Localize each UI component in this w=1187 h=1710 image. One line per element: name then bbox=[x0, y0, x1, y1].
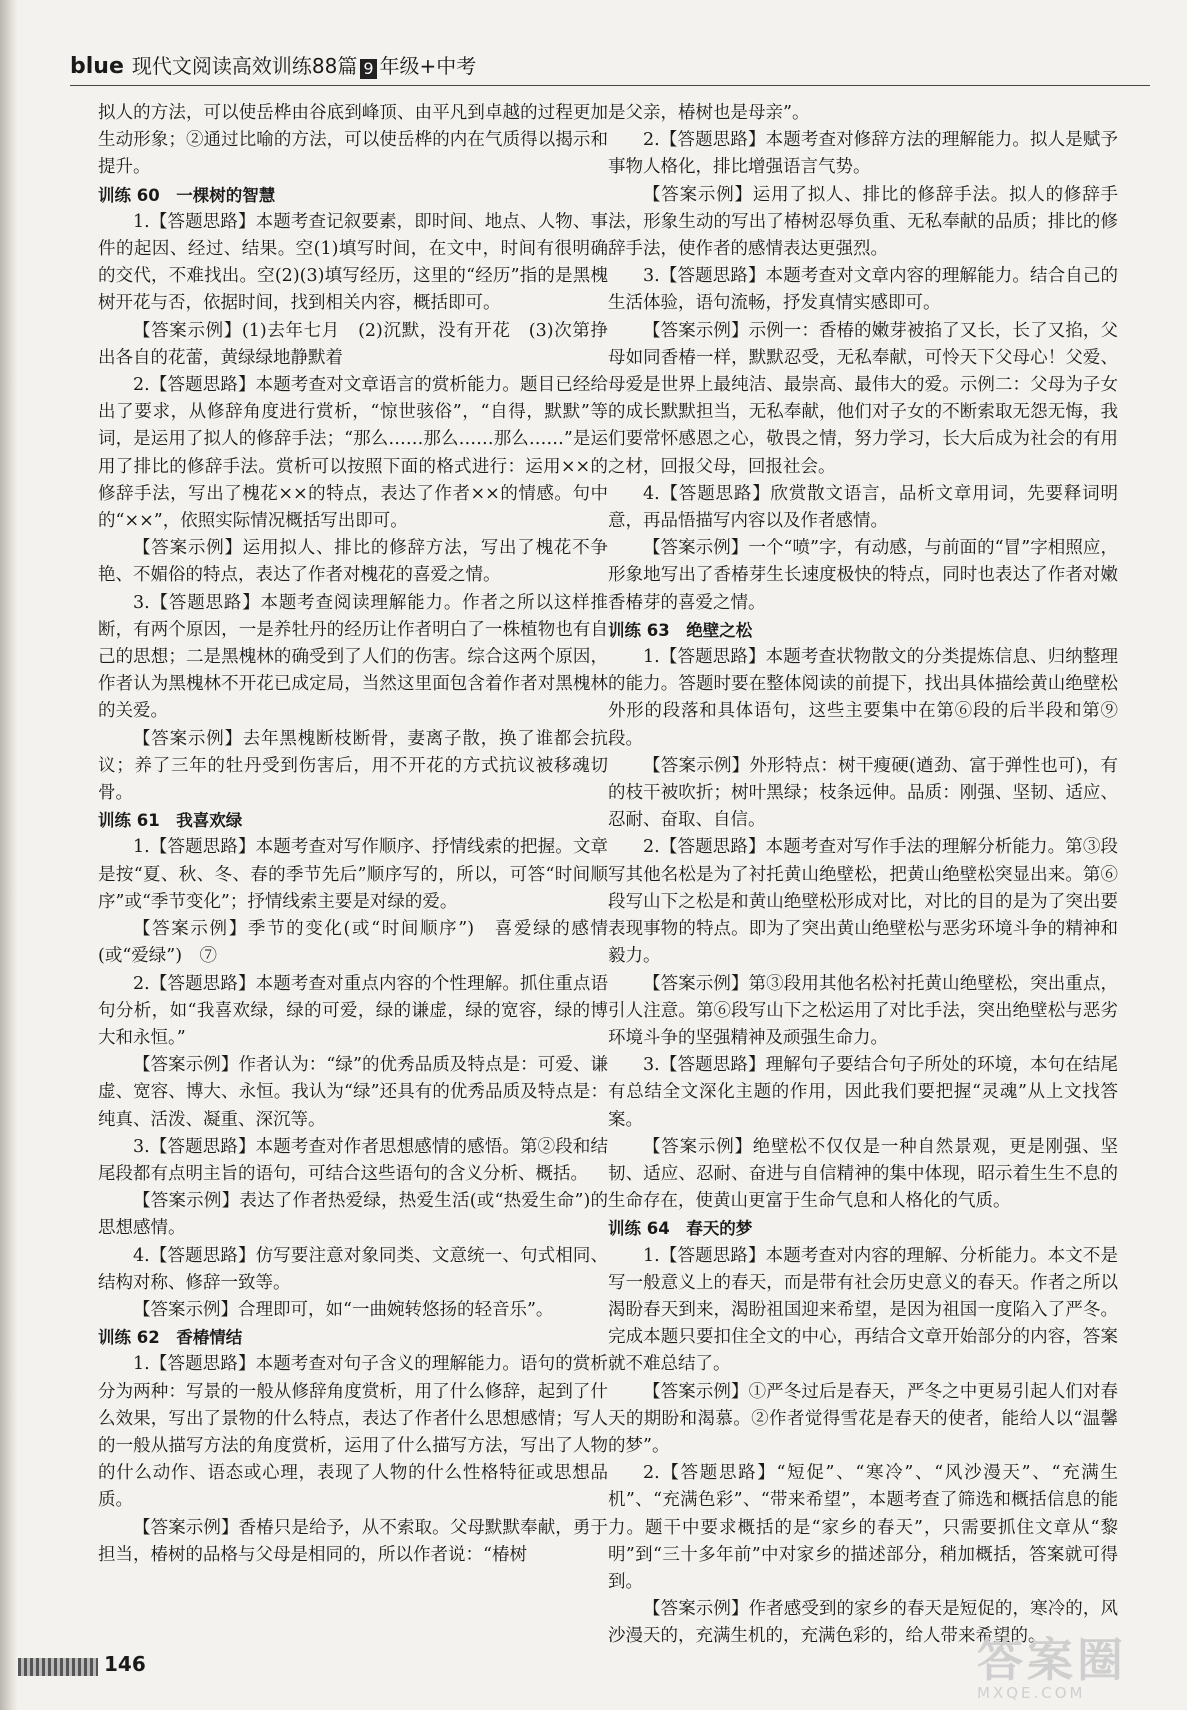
watermark-url: MXQE.COM bbox=[977, 1684, 1086, 1702]
section-heading: 训练 64 春天的梦 bbox=[608, 1219, 753, 1239]
paragraph: 3.【答题思路】理解句子要结合句子所处的环境，本句在结尾有总结全文深化主题的作用，因此我们要把握“灵魂”从上文找答案。 bbox=[608, 1055, 1118, 1130]
paragraph: 【答案示例】①严冬过后是春天，严冬之中更易引起人们对春天的期盼和渴慕。②作者觉得雪花是春天的使者，能给人以“温馨的梦”。 bbox=[608, 1381, 1118, 1456]
paragraph: 【答案示例】外形特点：树干瘦硬(遒劲、富于弹性也可)，有的枝干被吹折；树叶黑绿；枝条远伸。品质：刚强、坚韧、适应、忍耐、奋取、自信。 bbox=[608, 755, 1118, 831]
page-number: 146 bbox=[104, 1652, 146, 1676]
watermark-logo bbox=[977, 1633, 1157, 1706]
paragraph: 【答案示例】(1)去年七月 (2)沉默，没有开花 (3)次第挣出各自的花蕾，黄绿绿地静默着 bbox=[98, 320, 608, 368]
paragraph: 2.【答题思路】本题考查对文章语言的赏析能力。题目已经给出了要求，从修辞角度进行赏析，“惊世骇俗”，“自得，默默”等词，是运用了拟人的修辞手法；“那么……那么……那么……”是运用了排比的修辞手法。赏析可以按照下面的格式进行：运用××的修辞手法，写出了槐花××的特点，表达了作者××的情感。句中的“××”，依照实际情况概括写出即可。 bbox=[98, 375, 608, 532]
paragraph: 4.【答题思路】欣赏散文语言，品析文章用词，先要释词明意，再品悟描写内容以及作者感情。 bbox=[608, 483, 1118, 532]
paragraph: 是父亲，椿树也是母亲”。 bbox=[608, 103, 810, 123]
paragraph: 3.【答题思路】本题考查对文章内容的理解能力。结合自己的生活体验，语句流畅，抒发真情实感即可。 bbox=[608, 266, 1118, 314]
paragraph: 1.【答题思路】本题考查对写作顺序、抒情线索的把握。文章是按“夏、秋、冬、春的季节先后”顺序写的，所以，可答“时间顺序”或“季节变化”；抒情线索主要是对绿的爱。 bbox=[98, 837, 608, 912]
paragraph: 【答案示例】作者认为：“绿”的优秀品质及特点是：可爱、谦虚、宽容、博大、永恒。我认为“绿”还具有的优秀品质及特点是：纯真、活泼、凝重、深沉等。 bbox=[98, 1055, 608, 1130]
paragraph: 1.【答题思路】本题考查对句子含义的理解能力。语句的赏析分为两种：写景的一般从修辞角度赏析，用了什么修辞，起到了什么效果，写出了景物的什么特点，表达了作者什么思想感情；写人的一般从描写方法的角度赏析，运用了什么描写方法，写出了人物的什么动作、语态或心理，表现了人物的什么性格特征或思想品质。 bbox=[98, 1354, 608, 1511]
section-heading: 训练 61 我喜欢绿 bbox=[98, 811, 243, 831]
paragraph: 【答案示例】一个“喷”字，有动感，与前面的“冒”字相照应，形象地写出了香椿芽生长速度极快的特点，同时也表达了作者对嫩香椿芽的喜爱之情。 bbox=[608, 538, 1118, 613]
left-column bbox=[98, 100, 608, 1569]
paragraph: 2.【答题思路】本题考查对修辞方法的理解能力。拟人是赋予事物人格化，排比增强语言气势。 bbox=[608, 130, 1118, 178]
paragraph: 3.【答题思路】本题考查阅读理解能力。作者之所以这样推断，有两个原因，一是养牡丹的经历让作者明白了一株植物也有自己的思想；二是黑槐林的确受到了人们的伤害。综合这两个原因，作者认为黑槐林不开花已成定局，当然这里面包含着作者对黑槐林的关爱。 bbox=[98, 592, 608, 722]
section-heading: 训练 60 一棵树的智慧 bbox=[98, 185, 276, 205]
paragraph: 4.【答题思路】仿写要注意对象同类、文意统一、句式相同、结构对称、修辞一致等。 bbox=[98, 1245, 608, 1293]
paragraph: 2.【答题思路】本题考查对重点内容的个性理解。抓住重点语句分析，如“我喜欢绿，绿的可爱，绿的谦虚，绿的宽容，绿的博大和永恒。” bbox=[98, 973, 608, 1048]
watermark-main: 答案圈 bbox=[977, 1633, 1127, 1687]
paragraph: 【答案示例】作者感受到的家乡的春天是短促的，寒冷的，风沙漫天的，充满生机的，充满色彩的，给人带来希望的。 bbox=[608, 1599, 1118, 1647]
paragraph: 2.【答题思路】本题考查对写作手法的理解分析能力。第③段写其他名松是为了衬托黄山绝壁松，把黄山绝壁松突显出来。第⑥段写山下之松是和黄山绝壁松形成对比，对比的目的是为了突出要表现事物的特点。即为了突出黄山绝壁松与恶劣环境斗争的精神和毅力。 bbox=[608, 837, 1118, 967]
paragraph: 【答案示例】合理即可，如“一曲婉转悠扬的轻音乐”。 bbox=[133, 1299, 554, 1320]
book-title: 现代文阅读高效训练88篇 bbox=[131, 54, 358, 78]
paragraph: 【答案示例】运用了拟人、排比的修辞手法。拟人的修辞手法，形象生动的写出了椿树忍辱负重、无私奉献的品质；排比的修辞手法，使作者的感情表达更强烈。 bbox=[608, 184, 1118, 260]
paragraph: 【答案示例】示例一：香椿的嫩芽被掐了又长，长了又掐，父母如同香椿一样，默默忍受，无私奉献，可怜天下父母心！父爱、母爱是世界上最纯洁、最崇高、最伟大的爱。示例二：父母为子女的成长默默担当，无私奉献，他们对子女的不断索取无怨无悔，我们要常怀感恩之心，敬畏之情，努力学习，长大后成为社会的有用之材，回报父母，回报社会。 bbox=[608, 320, 1118, 477]
book-subtitle: 年级+中考 bbox=[379, 54, 477, 78]
section-heading: 训练 63 绝壁之松 bbox=[608, 620, 753, 640]
paragraph: 2.【答题思路】“短促”、“寒冷”、“风沙漫天”、“充满生机”、“充满色彩”、“带来希望”，本题考查了筛选和概括信息的能力。题干中要求概括的是“家乡的春天”，只需要抓住文章从“黎明”到“三十多年前”中对家乡的描述部分，稍加概括，答案就可得到。 bbox=[608, 1463, 1118, 1592]
running-header bbox=[70, 40, 1150, 86]
paragraph: 【答案示例】去年黑槐断枝断骨，妻离子散，换了谁都会抗议；养了三年的牡丹受到伤害后，用不开花的方式抗议被移魂切骨。 bbox=[98, 728, 608, 804]
paragraph: 【答案示例】表达了作者热爱绿，热爱生活(或“热爱生命”)的思想感情。 bbox=[98, 1191, 608, 1239]
right-column bbox=[608, 100, 1118, 1651]
paragraph: 【答案示例】季节的变化(或“时间顺序”) 喜爱绿的感情(或“爱绿”) ⑦ bbox=[98, 919, 608, 967]
paragraph: 1.【答题思路】本题考查记叙要素，即时间、地点、人物、事件的起因、经过、结果。空(1)填写时间，在文中，时间有很明确的交代，不难找出。空(2)(3)填写经历，这里的“经历”指的是黑槐树开花与否，依据时间，找到相关内容，概括即可。 bbox=[98, 211, 608, 314]
paragraph: 【答案示例】运用拟人、排比的修辞方法，写出了槐花不争艳、不媚俗的特点，表达了作者对槐花的喜爱之情。 bbox=[98, 538, 608, 586]
paragraph: 【答案示例】香椿只是给予，从不索取。父母默默奉献，勇于担当，椿树的品格与父母是相同的，所以作者说：“椿树 bbox=[98, 1517, 608, 1565]
page-spine-shadow bbox=[0, 0, 18, 1710]
section-heading: 训练 62 香椿情结 bbox=[98, 1328, 243, 1348]
paragraph: 【答案示例】绝壁松不仅仅是一种自然景观，更是刚强、坚韧、适应、忍耐、奋进与自信精神的集中体现，昭示着生生不息的生命存在，使黄山更富于生命气息和人格化的气质。 bbox=[608, 1136, 1118, 1212]
brand-logo: blue bbox=[70, 54, 124, 79]
footer-decoration-bar bbox=[18, 1658, 98, 1676]
paragraph: 【答案示例】第③段用其他名松衬托黄山绝壁松，突出重点，引人注意。第⑥段写山下之松运用了对比手法，突出绝壁松与恶劣环境斗争的坚强精神及顽强生命力。 bbox=[608, 973, 1118, 1048]
paragraph: 拟人的方法，可以使岳桦由谷底到峰顶、由平凡到卓越的过程更加生动形象；②通过比喻的方法，可以使岳桦的内在气质得以揭示和提升。 bbox=[98, 103, 608, 178]
page-footer bbox=[0, 1633, 1187, 1702]
paragraph: 3.【答题思路】本题考查对作者思想感情的感悟。第②段和结尾段都有点明主旨的语句，可结合这些语句的含义分析、概括。 bbox=[98, 1136, 608, 1184]
paragraph: 1.【答题思路】本题考查状物散文的分类提炼信息、归纳整理的能力。答题时要在整体阅读的前提下，找出具体描绘黄山绝壁松外形的段落和具体语句，这些主要集中在第⑥段的后半段和第⑨段。 bbox=[608, 647, 1118, 749]
grade-badge: 9 bbox=[360, 59, 376, 79]
paragraph: 1.【答题思路】本题考查对内容的理解、分析能力。本文不是写一般意义上的春天，而是带有社会历史意义的春天。作者之所以渴盼春天到来，渴盼祖国迎来希望，是因为祖国一度陷入了严冬。完成本题只要扣住全文的中心，再结合文章开始部分的内容，答案就不难总结了。 bbox=[608, 1245, 1118, 1375]
